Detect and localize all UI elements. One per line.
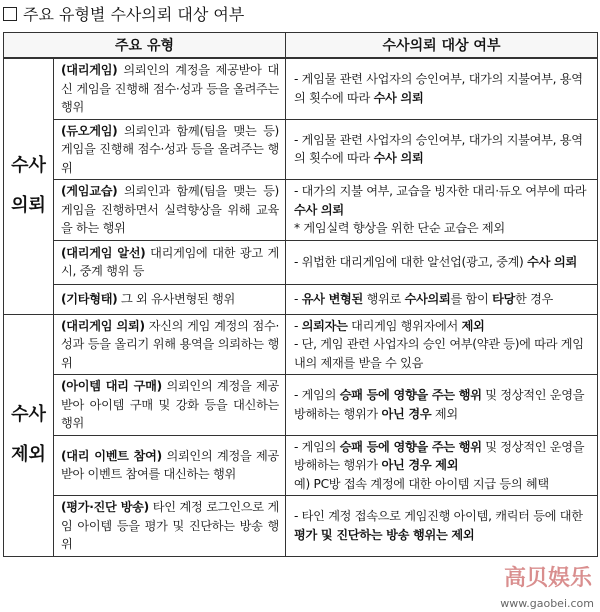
- emphasis-text: 수사의뢰: [404, 291, 451, 306]
- category-label: 제외: [11, 444, 46, 465]
- page-title: [3, 4, 244, 26]
- emphasis-text: 수사 의뢰: [527, 254, 577, 269]
- target-description: [286, 284, 598, 314]
- type-label: (기타형태): [61, 291, 118, 306]
- table-row: [4, 119, 598, 180]
- target-line: [294, 386, 591, 423]
- type-text: 의뢰인의 계정을 제공받아 이벤트 참여를 대신하는 행위: [61, 448, 280, 482]
- type-text: 의뢰인과 함께(팀을 맺는 등) 게임을 진행해 점수·성과 등을 올려주는 행위: [61, 123, 280, 175]
- type-text: 그 외 유사변형된 행위: [117, 291, 235, 306]
- plain-text: 제외: [431, 406, 458, 421]
- table-row: [4, 435, 598, 496]
- target-description: [286, 375, 598, 436]
- referral-table: [3, 32, 598, 557]
- plain-text: * 게임실력 향상을 위한 단순 교습은 제외: [294, 221, 505, 235]
- table-row: [4, 375, 598, 436]
- plain-text: - 타인 계정 접속으로 게임진행 아이템, 캐릭터 등에 대한: [294, 509, 583, 524]
- table-row: [4, 240, 598, 284]
- title-text: 주요 유형별 수사의뢰 대상 여부: [23, 5, 245, 24]
- category-label: 의뢰: [11, 195, 46, 217]
- plain-text: - 게임물 관련 사업자의 승인여부, 대가의 지불여부, 용역의 횟수에 따라: [294, 132, 583, 166]
- emphasis-text: 수사 의뢰: [373, 151, 424, 166]
- checkbox-square-icon: [3, 7, 17, 21]
- target-line: [294, 317, 591, 336]
- emphasis-text: 승패 등에 영향을 주는 행위: [339, 439, 482, 454]
- target-line: [294, 253, 591, 272]
- header-row: [4, 33, 598, 59]
- emphasis-text: 수사 의뢰: [373, 90, 424, 105]
- target-line: [294, 70, 591, 107]
- table-row: [4, 58, 598, 119]
- target-description: [286, 435, 598, 496]
- target-line: [294, 290, 591, 309]
- target-description: [286, 180, 598, 241]
- plain-text: -: [294, 291, 302, 306]
- target-line: [294, 335, 591, 372]
- plain-text: - 게임의: [294, 388, 340, 403]
- type-description: [54, 284, 286, 314]
- emphasis-text: 의뢰자는: [301, 318, 348, 333]
- plain-text: - 위법한 대리게임에 대한 알선업(광고, 중계): [294, 254, 528, 269]
- emphasis-text: 승패 등에 영향을 주는 행위: [339, 388, 482, 403]
- plain-text: - 게임물 관련 사업자의 승인여부, 대가의 지불여부, 용역의 횟수에 따라: [294, 72, 583, 105]
- type-description: [54, 119, 286, 180]
- target-description: [286, 240, 598, 284]
- emphasis-text: 평가 및 진단하는 방송 행위는 제외: [294, 527, 475, 542]
- type-description: [54, 435, 286, 496]
- plain-text: 및 정상적인 운영을 방해하는 행위가: [294, 439, 585, 472]
- target-description: [286, 119, 598, 180]
- type-text: 대리게임에 대한 광고 게시, 중계 행위 등: [61, 245, 280, 278]
- emphasis-text: 타당: [492, 291, 516, 306]
- target-line: [294, 219, 591, 238]
- table-row: [4, 496, 598, 557]
- type-label: (대리 이벤트 참여): [61, 448, 162, 463]
- type-label: (게임교습): [61, 184, 118, 198]
- table-row: [4, 180, 598, 241]
- category-label: 수사: [11, 404, 46, 425]
- target-line: [294, 131, 591, 168]
- emphasis-text: 수사 의뢰: [294, 202, 344, 217]
- target-line: [294, 182, 591, 219]
- plain-text: 예) PC방 접속 계정에 대한 아이템 지급 등의 혜택: [294, 476, 549, 491]
- target-line: [294, 438, 591, 475]
- target-description: [286, 314, 598, 375]
- emphasis-text: 아닌 경우 제외: [381, 458, 459, 472]
- plain-text: - 게임의: [294, 439, 340, 454]
- plain-text: 및 정상적인 운영을 방해하는 행위가: [294, 388, 585, 421]
- emphasis-text: 아닌 경우: [381, 406, 432, 421]
- plain-text: - 대가의 지불 여부, 교습을 빙자한 대리·듀오 여부에 따라: [294, 184, 587, 198]
- target-description: [286, 496, 598, 557]
- type-label: (대리게임 의뢰): [61, 318, 145, 333]
- target-line: [294, 475, 591, 494]
- type-description: [54, 240, 286, 284]
- plain-text: 를 함이: [450, 291, 493, 306]
- plain-text: 대리게임 행위자에서: [347, 318, 462, 333]
- header-target: 수사의뢰 대상 여부: [286, 33, 598, 59]
- plain-text: 행위로: [363, 291, 405, 306]
- category-label: 수사: [11, 155, 46, 177]
- watermark-url: www.gaobei.com: [500, 597, 594, 610]
- target-description: [286, 58, 598, 119]
- plain-text: -: [294, 318, 302, 333]
- target-line: [294, 507, 591, 544]
- category-exclude: [4, 314, 54, 556]
- emphasis-text: 제외: [461, 318, 485, 333]
- type-description: [54, 314, 286, 375]
- type-label: (평가·진단 방송): [61, 500, 149, 514]
- plain-text: - 단, 게임 관련 사업자의 승인 여부(약관 등)에 따라 게임 내의 제재를 받을 수 있음: [294, 337, 584, 370]
- type-text: 타인 계정 로그인으로 게임 아이템 등을 평가 및 진단하는 방송 행위: [61, 500, 280, 551]
- type-label: (대리게임 알선): [61, 245, 146, 260]
- type-label: (듀오게임): [61, 123, 118, 138]
- table-row: [4, 284, 598, 314]
- type-description: [54, 180, 286, 241]
- type-label: (아이템 대리 구매): [61, 379, 162, 393]
- type-label: (대리게임): [61, 63, 118, 77]
- type-description: [54, 496, 286, 557]
- table-row: [4, 314, 598, 375]
- type-description: [54, 375, 286, 436]
- plain-text: 한 경우: [515, 291, 554, 306]
- type-description: [54, 58, 286, 119]
- type-text: 자신의 게임 계정의 점수·성과 등을 올리기 위해 용역을 의뢰하는 행위: [61, 318, 280, 370]
- watermark-logo: 高贝娱乐: [503, 565, 592, 591]
- emphasis-text: 유사 변형된: [301, 291, 363, 306]
- header-type: 주요 유형: [4, 33, 286, 59]
- type-text: 의뢰인과 함께(팀을 맺는 등) 게임을 진행하면서 실력향상을 위해 교육을 하는 행위: [61, 184, 280, 235]
- type-text: 의뢰인의 계정을 제공받아 아이템 구매 및 강화 등을 대신하는 행위: [61, 379, 280, 430]
- type-text: 의뢰인의 계정을 제공받아 대신 게임을 진행해 점수·성과 등을 올려주는 행위: [61, 63, 280, 114]
- category-refer: [4, 58, 54, 314]
